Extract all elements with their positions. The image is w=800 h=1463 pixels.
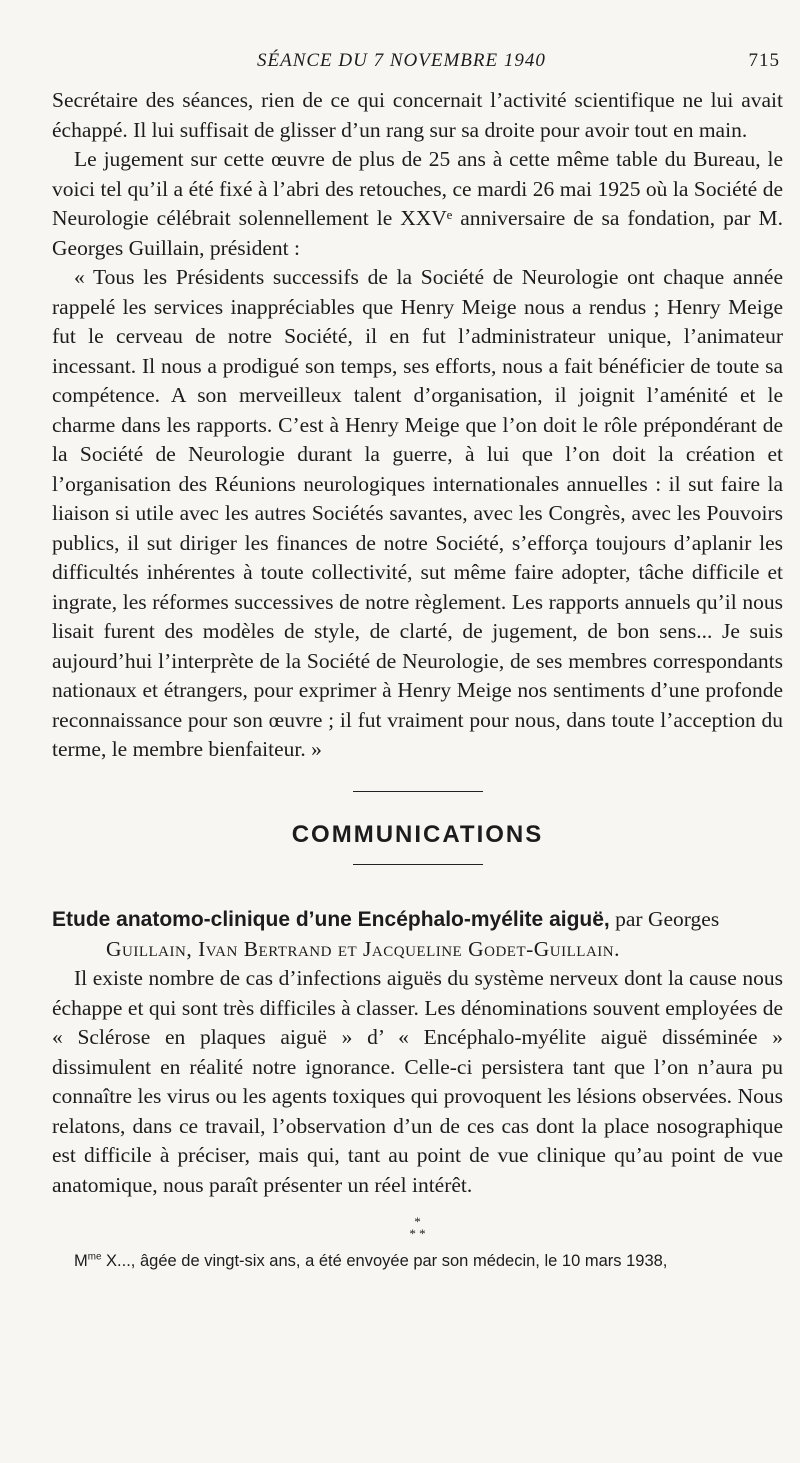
article-title-block (52, 905, 783, 964)
article-title: Etude anatomo-clinique d’une Encéphalo-myélite aiguë, (52, 908, 610, 931)
section-heading: COMMUNICATIONS (291, 820, 544, 848)
running-header (52, 48, 780, 76)
madame-sup: me (87, 1251, 102, 1263)
asterism-bottom: * * (409, 1226, 426, 1241)
page-body (52, 86, 783, 1272)
page-number: 715 (748, 50, 780, 71)
paragraph-judgement: Le jugement sur cette œuvre de plus de 25 ans à cette même table du Bureau, le voici tel qu’il a été fixé à l’abri des retouches, ce mardi 26 mai 1925 où la Société de Neurologie célébrait solennellement le XXVᵉ anniversaire de sa fondation, par M. Georges Guillain, président : (52, 147, 783, 260)
paragraph-quotation: « Tous les Présidents successifs de la Société de Neurologie ont chaque année rappelé les services inappréciables que Henry Meige nous a rendus ; Henry Meige fut le cerveau de notre Société, il en fut l’administrateur unique, l’animateur incessant. Il nous a prodigué son temps, ses efforts, nous a fait bénéficier de toute sa compétence. A son merveilleux talent d’organisation, il joignit l’aménité et le charme dans les rapports. C’est à Henry Meige que l’on doit le rôle prépondérant de la Société de Neurologie durant la guerre, à lui que l’on doit la création et l’organisation des Réunions neurologiques internationales annuelles : il sut faire la liaison si utile avec les autres Sociétés savantes, avec les Congrès, avec les Pouvoirs publics, il sut diriger les finances de notre Société, s’efforça toujours d’aplanir les difficultés inhérentes à toute collectivité, sut même faire adopter, tâche difficile et ingrate, les réformes successives de notre règlement. Les rapports annuels qu’il nous lisait furent des modèles de style, de clarté, de jugement, de bon sens... Je suis aujourd’hui l’interprète de la Société de Neurologie, de ses membres correspondants nationaux et étrangers, pour exprimer à Henry Meige nos sentiments d’une profonde reconnaissance pour son œuvre ; il fut vraiment pour nous, dans toute l’acception du terme, le membre bienfaiteur. » (52, 265, 783, 761)
asterism-top: * (414, 1214, 421, 1229)
byline-prefix: par Georges (615, 907, 720, 931)
section-rule-bottom (353, 864, 483, 865)
madame-abbrev: M (74, 1252, 88, 1270)
article-intro-paragraph: Il existe nombre de cas d’infections aiguës du système nerveux dont la cause nous échappe et qui sont très difficiles à classer. Les dénominations souvent employées de « Sclérose en plaques aiguë » d’ « Encéphalo-myélite aiguë disséminée » dissimulent en réalité notre ignorance. Celle-ci persistera tant que l’on n’aura pu connaître les virus ou les agents toxiques qui provoquent les lésions observées. Nous relatons, dans ce travail, l’observation d’un de ces cas dont la place nosographique est difficile à préciser, mais qui, tant au point de vue clinique qu’au point de vue anatomique, nous paraît présenter un réel intérêt. (52, 966, 783, 1197)
section-rule-top (353, 791, 483, 792)
running-title: SÉANCE DU 7 NOVEMBRE 1940 (257, 50, 546, 71)
article-authors: Guillain, Ivan Bertrand et Jacqueline Godet-Guillain. (106, 936, 620, 961)
observation-text: X..., âgée de vingt-six ans, a été envoyée par son médecin, le 10 mars 1938, (101, 1252, 668, 1270)
paragraph-continuation: Secrétaire des séances, rien de ce qui concernait l’activité scientifique ne lui avait échappé. Il lui suffisait de glisser d’un rang sur sa droite pour avoir tout en main. (52, 88, 783, 142)
observation-first-line (52, 1250, 783, 1272)
asterism (52, 1216, 783, 1240)
